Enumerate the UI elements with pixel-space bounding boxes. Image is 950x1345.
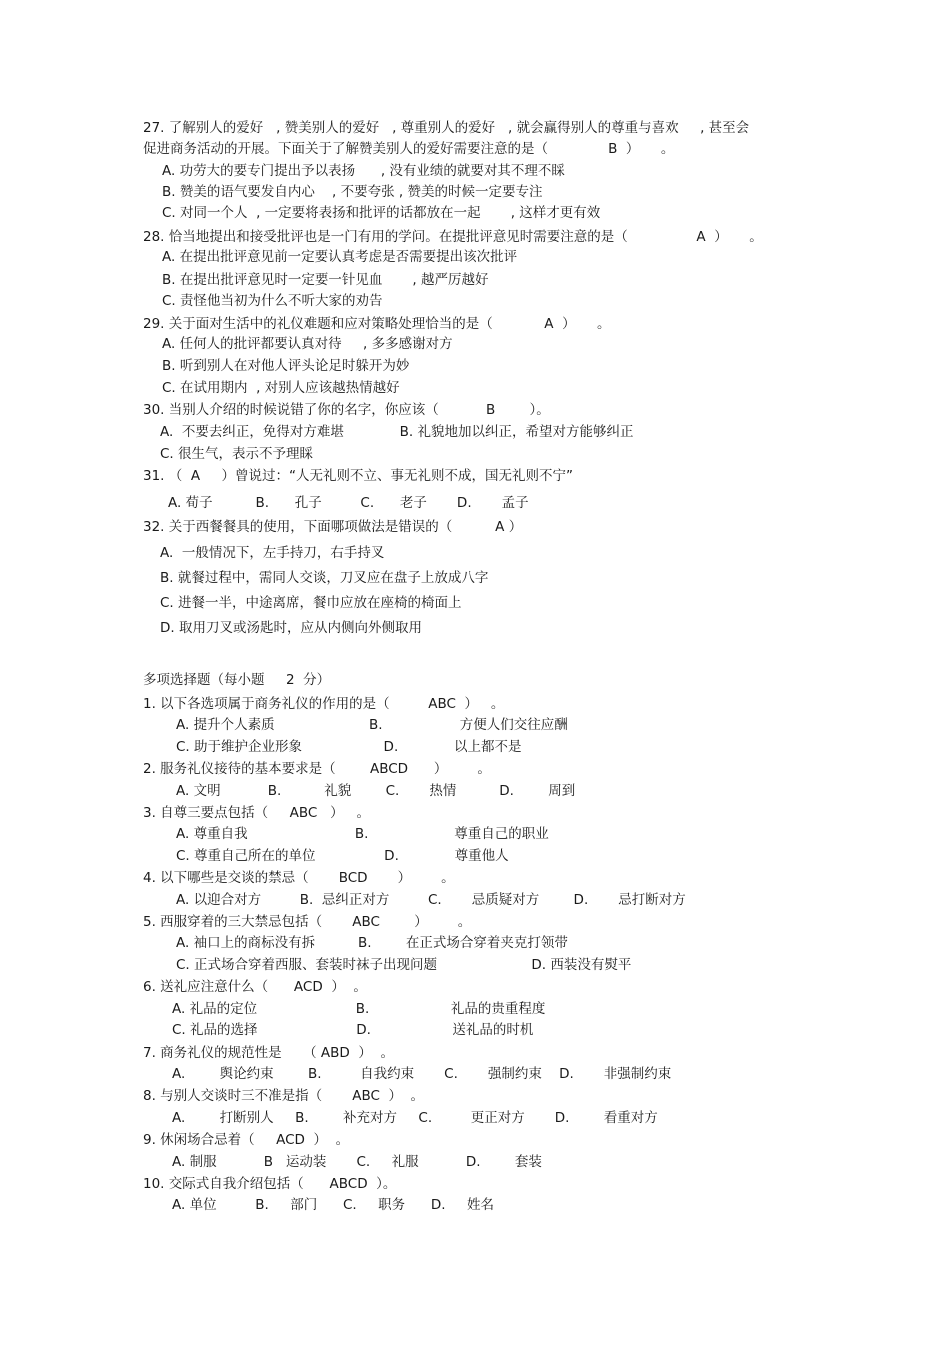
q32-option-b: B. 就餐过程中，需同人交谈，刀叉应在盘子上放成八字: [160, 570, 489, 586]
m7-stem: 7. 商务礼仪的规范性是 （ ABD ） 。: [143, 1045, 394, 1061]
m4-options: A. 以迎合对方 B. 忌纠正对方 C. 忌质疑对方 D. 忌打断对方: [176, 892, 686, 908]
q27-option-a: A. 功劳大的要专门提出予以表扬 , 没有业绩的就要对其不理不睬: [162, 163, 565, 179]
m5-stem: 5. 西服穿着的三大禁忌包括（ ABC ） 。: [143, 914, 472, 930]
m2-stem: 2. 服务礼仪接待的基本要求是（ ABCD ） 。: [143, 761, 491, 777]
q27-option-c: C. 对同一个人 , 一定要将表扬和批评的话都放在一起 , 这样才更有效: [162, 205, 601, 221]
m5-options-ab: A. 袖口上的商标没有拆 B. 在正式场合穿着夹克打领带: [176, 935, 568, 951]
m3-options-cd: C. 尊重自己所在的单位 D. 尊重他人: [176, 848, 509, 864]
m8-options: A. 打断别人 B. 补充对方 C. 更正对方 D. 看重对方: [172, 1110, 658, 1126]
section-heading-multiple-choice: 多项选择题（每小题 2 分）: [143, 672, 331, 688]
q31-stem: 31. （ A ）曾说过：“人无礼则不立、事无礼则不成，国无礼则不宁”: [143, 468, 574, 484]
q32-option-d: D. 取用刀叉或汤匙时，应从内侧向外侧取用: [160, 620, 422, 636]
q29-option-c: C. 在试用期内 , 对别人应该越热情越好: [162, 380, 400, 396]
m5-options-cd: C. 正式场合穿着西服、套装时袜子出现问题 D. 西装没有熨平: [176, 957, 632, 973]
q31-options: A. 荀子 B. 孔子 C. 老子 D. 孟子: [168, 495, 529, 511]
m8-stem: 8. 与别人交谈时三不准是指（ ABC ） 。: [143, 1088, 425, 1104]
q32-stem: 32. 关于西餐餐具的使用，下面哪项做法是错误的（ A ）: [143, 519, 523, 535]
m10-options: A. 单位 B. 部门 C. 职务 D. 姓名: [172, 1197, 495, 1213]
q32-option-c: C. 进餐一半，中途离席，餐巾应放在座椅的椅面上: [160, 595, 462, 611]
q30-option-c: C. 很生气，表示不予理睬: [160, 446, 314, 462]
q30-stem: 30. 当别人介绍的时候说错了你的名字，你应该（ B ）。: [143, 402, 550, 418]
m7-options: A. 舆论约束 B. 自我约束 C. 强制约束 D. 非强制约束: [172, 1066, 672, 1082]
m4-stem: 4. 以下哪些是交谈的禁忌（ BCD ） 。: [143, 870, 455, 886]
m1-options-ab: A. 提升个人素质 B. 方便人们交往应酬: [176, 717, 568, 733]
q28-option-b: B. 在提出批评意见时一定要一针见血 , 越严厉越好: [162, 272, 489, 288]
q27-stem-line2: 促进商务活动的开展。下面关于了解赞美别人的爱好需要注意的是（ B ） 。: [143, 141, 675, 157]
q32-option-a: A. 一般情况下，左手持刀，右手持叉: [160, 545, 385, 561]
q29-option-b: B. 听到别人在对他人评头论足时躲开为妙: [162, 358, 410, 374]
q28-option-c: C. 责怪他当初为什么不听大家的劝告: [162, 293, 383, 309]
q29-option-a: A. 任何人的批评都要认真对待 , 多多感谢对方: [162, 336, 453, 352]
q27-option-b: B. 赞美的语气要发自内心 , 不要夸张 , 赞美的时候一定要专注: [162, 184, 543, 200]
m9-stem: 9. 休闲场合忌着（ ACD ） 。: [143, 1132, 350, 1148]
m10-stem: 10. 交际式自我介绍包括（ ABCD ）。: [143, 1176, 397, 1192]
m1-stem: 1. 以下各选项属于商务礼仪的作用的是（ ABC ） 。: [143, 696, 505, 712]
m6-options-ab: A. 礼品的定位 B. 礼品的贵重程度: [172, 1001, 546, 1017]
q28-option-a: A. 在提出批评意见前一定要认真考虑是否需要提出该次批评: [162, 249, 518, 265]
q28-stem: 28. 恰当地提出和接受批评也是一门有用的学问。在提批评意见时需要注意的是（ A ） 。: [143, 229, 763, 245]
q27-stem-line1: 27. 了解别人的爱好 , 赞美别人的爱好 , 尊重别人的爱好 , 就会赢得别人的尊重与喜欢 , 甚至会: [143, 120, 750, 136]
q29-stem: 29. 关于面对生活中的礼仪难题和应对策略处理恰当的是（ A ） 。: [143, 316, 611, 332]
m3-options-ab: A. 尊重自我 B. 尊重自己的职业: [176, 826, 549, 842]
m2-options: A. 文明 B. 礼貌 C. 热情 D. 周到: [176, 783, 576, 799]
m3-stem: 3. 自尊三要点包括（ ABC ） 。: [143, 805, 371, 821]
q30-options-ab: A. 不要去纠正，免得对方难堪 B. 礼貌地加以纠正，希望对方能够纠正: [160, 424, 634, 440]
m6-stem: 6. 送礼应注意什么（ ACD ） 。: [143, 979, 367, 995]
m1-options-cd: C. 助于维护企业形象 D. 以上都不是: [176, 739, 522, 755]
m9-options: A. 制服 B 运动装 C. 礼服 D. 套装: [172, 1154, 542, 1170]
m6-options-cd: C. 礼品的选择 D. 送礼品的时机: [172, 1022, 534, 1038]
